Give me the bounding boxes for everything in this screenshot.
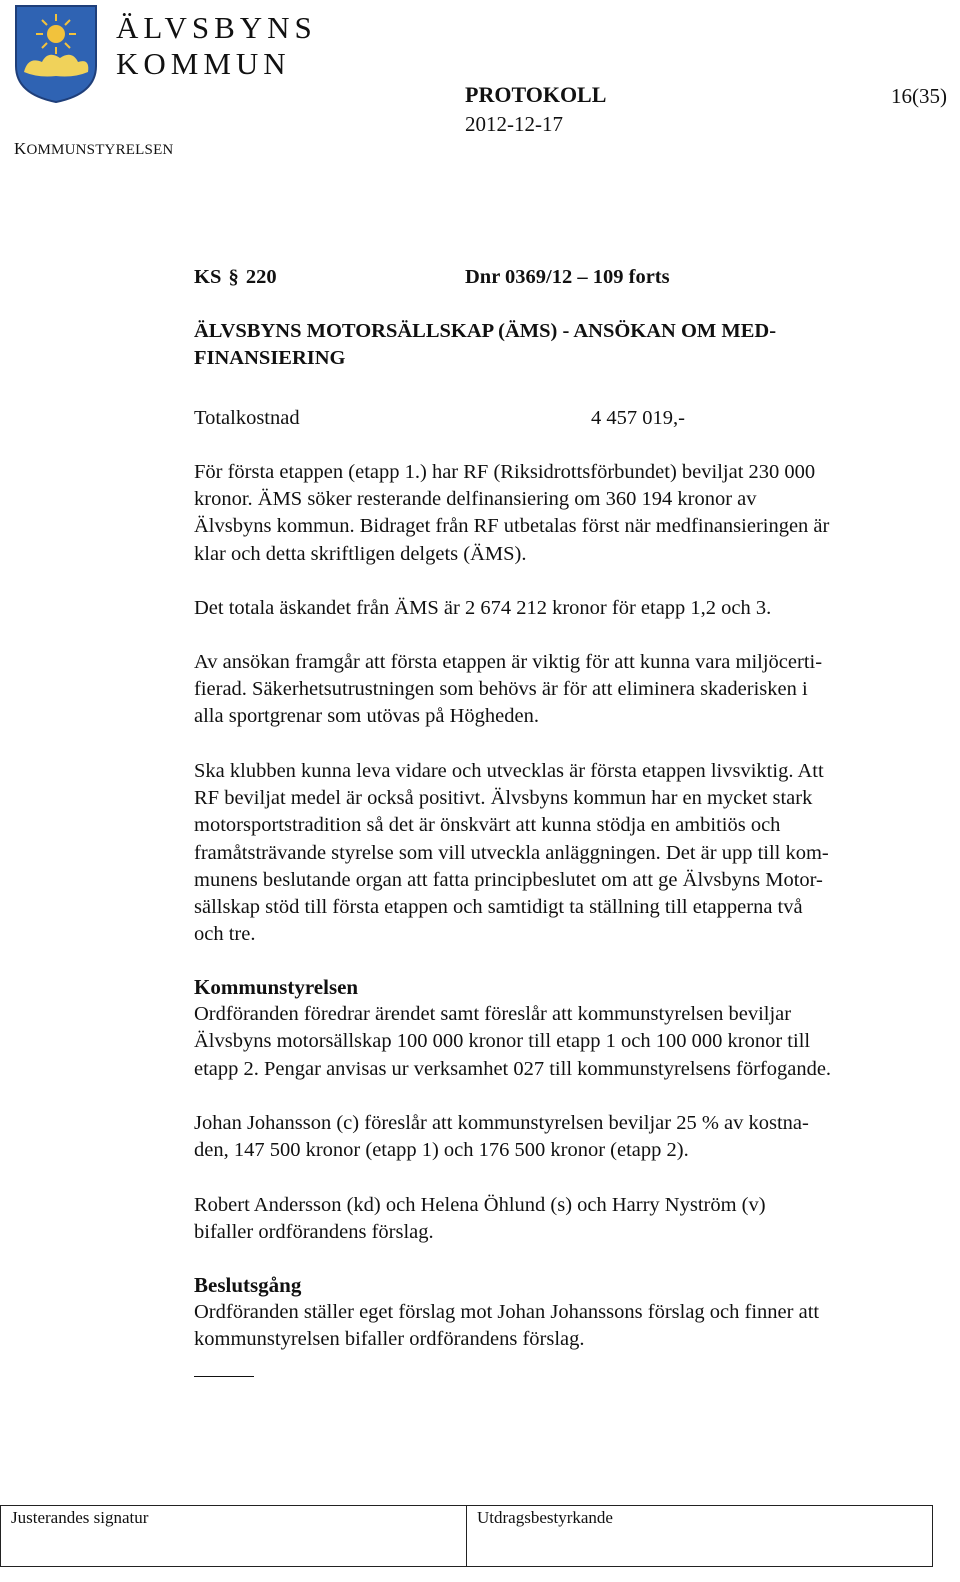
document-date: 2012-12-17	[465, 112, 563, 136]
total-cost-label: Totalkostnad	[194, 407, 300, 429]
department-name-rest: OMMUNSTYRELSEN	[26, 142, 174, 158]
text-line: fierad. Säkerhetsutrustningen som behövs är för att eliminera skaderisken i	[194, 678, 808, 701]
text-line: klar och detta skriftligen delgets (ÄMS).	[194, 542, 527, 565]
text-line: kommunstyrelsen bifaller ordförandens förslag.	[194, 1328, 585, 1351]
organization-name-line1: ÄLVSBYNS	[116, 10, 317, 45]
case-title-line2: FINANSIERING	[194, 347, 346, 369]
text-line: framåtsträvande styrelse som vill utveckla anläggningen. Det är upp till kom-	[194, 841, 829, 864]
page-number: 16(35)	[891, 84, 947, 108]
sun-emblem	[36, 14, 76, 54]
text-line: Älvsbyns kommun. Bidraget från RF utbetalas först när medfinansieringen är	[194, 515, 830, 538]
text-line: den, 147 500 kronor (etapp 1) och 176 500 kronor (etapp 2).	[194, 1139, 689, 1162]
section-heading-kommunstyrelsen: Kommunstyrelsen	[194, 975, 359, 999]
text-line: Ordföranden ställer eget förslag mot Johan Johanssons förslag och finner att	[194, 1301, 820, 1324]
paragraph-club-future	[194, 758, 924, 948]
text-line: Johan Johansson (c) föreslår att kommunstyrelsen beviljar 25 % av kostna-	[194, 1112, 809, 1134]
paragraph-application	[194, 649, 924, 731]
municipality-coat-of-arms-logo	[14, 4, 98, 104]
paragraph-total-request	[194, 595, 924, 622]
certification-box[interactable]	[467, 1506, 932, 1566]
end-rule-divider	[194, 1376, 254, 1377]
text-line: bifaller ordförandens förslag.	[194, 1221, 434, 1244]
text-line: Älvsbyns motorsällskap 100 000 kronor till etapp 1 och 100 000 kronor till	[194, 1030, 811, 1053]
text-line: munens beslutande organ att fatta principbeslutet om att ge Älvsbyns Motor-	[194, 868, 823, 891]
text-line: RF beviljat medel är också positivt. Älvsbyns kommun har en mycket stark	[194, 787, 813, 810]
section-kommunstyrelsen	[194, 974, 924, 1083]
paragraph-support	[194, 1192, 924, 1246]
text-line: Det totala äskandet från ÄMS är 2 674 212 kronor för etapp 1,2 och 3.	[194, 597, 772, 619]
paragraph-johansson-proposal	[194, 1110, 924, 1164]
text-line: motorsportstradition så det är önskvärt att kunna stödja en ambitiös och	[194, 814, 781, 837]
text-line: Ordföranden föredrar ärendet samt föreslår att kommunstyrelsen beviljar	[194, 1003, 792, 1026]
paragraph-funding	[194, 459, 924, 568]
document-title: PROTOKOLL	[465, 82, 607, 107]
ks-number: 220	[245, 266, 277, 288]
text-line: Robert Andersson (kd) och Helena Öhlund (s) och Harry Nyström (v)	[194, 1194, 766, 1216]
text-line: och tre.	[194, 923, 256, 946]
signature-footer	[0, 1505, 933, 1567]
department-initial: K	[14, 139, 27, 158]
case-title-line1: ÄLVSBYNS MOTORSÄLLSKAP (ÄMS) - ANSÖKAN OM MED-	[194, 320, 777, 342]
text-line: kronor. ÄMS söker resterande delfinansiering om 360 194 kronor av	[194, 488, 757, 511]
signature-box[interactable]	[1, 1506, 467, 1566]
text-line: Ska klubben kunna leva vidare och utvecklas är första etappen livsviktig. Att	[194, 760, 824, 782]
case-dnr: Dnr 0369/12 – 109 forts	[465, 266, 670, 288]
section-beslutsgang	[194, 1272, 924, 1354]
signature-label: Justerandes signatur	[11, 1508, 149, 1527]
text-line: alla sportgrenar som utövas på Högheden.	[194, 705, 539, 728]
text-line: etapp 2. Pengar anvisas ur verksamhet 027 till kommunstyrelsens förfogande.	[194, 1057, 832, 1080]
ks-prefix: KS	[194, 266, 222, 288]
case-paragraph-ref	[194, 264, 277, 291]
organization-name	[116, 10, 317, 82]
organization-name-line2: KOMMUN	[116, 46, 291, 81]
section-symbol: §	[228, 266, 239, 288]
text-line: Av ansökan framgår att första etappen är viktig för att kunna vara miljöcerti-	[194, 651, 823, 673]
total-cost-value: 4 457 019,-	[591, 407, 685, 429]
section-heading-beslutsgang: Beslutsgång	[194, 1273, 302, 1297]
certification-label: Utdragsbestyrkande	[477, 1508, 613, 1527]
department-name	[14, 139, 173, 159]
text-line: För första etappen (etapp 1.) har RF (Riksidrottsförbundet) beviljat 230 000	[194, 461, 816, 483]
text-line: sällskap stöd till första etappen och samtidigt ta ställning till etapperna två	[194, 896, 803, 919]
